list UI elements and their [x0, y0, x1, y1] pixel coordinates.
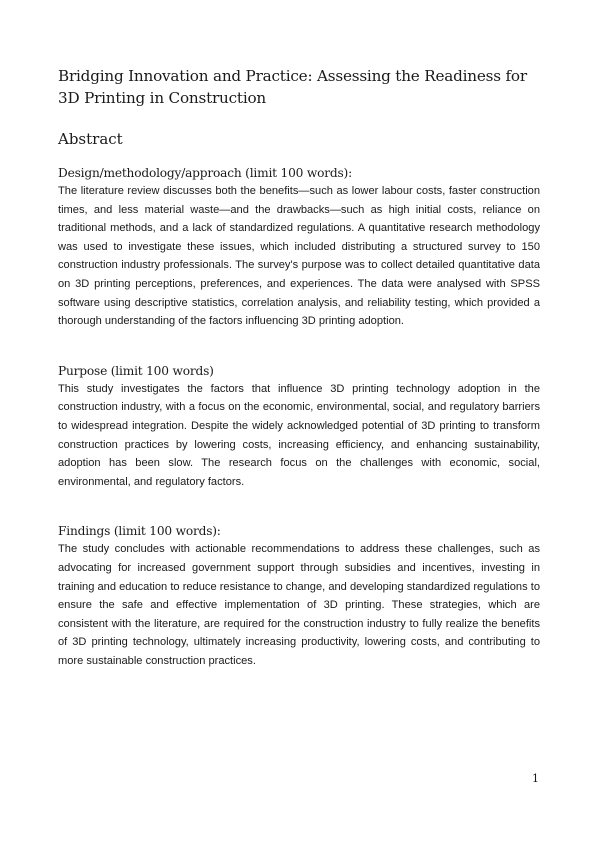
section-purpose	[58, 362, 540, 492]
section-heading: Findings (limit 100 words):	[58, 524, 221, 539]
section-body: The literature review discusses both the benefits—such as lower labour costs, faster construction times, and less material waste—and the drawbacks—such as high initial costs, reliance on traditional methods, and a lack of standardized regulations. A quantitative research methodology was used to investigate these issues, which included distributing a structured survey to 150 construction industry professionals. The survey's purpose was to collect detailed quantitative data on 3D printing perceptions, preferences, and experiences. The data were analysed with SPSS software using descriptive statistics, correlation analysis, and reliability testing, which provided a thorough understanding of the factors influencing 3D printing adoption.	[58, 185, 540, 328]
section-design-methodology	[58, 164, 540, 331]
paper-title: Bridging Innovation and Practice: Assessing the Readiness for 3D Printing in Construction	[58, 67, 527, 107]
paper-page	[58, 66, 540, 670]
abstract-heading: Abstract	[58, 130, 123, 148]
section-heading: Purpose (limit 100 words)	[58, 363, 214, 378]
section-body: The study concludes with actionable recommendations to address these challenges, such as advocating for increased government support through subsidies and incentives, investing in training and education to reduce resistance to change, and developing standardized regulations to ensure the safe and effective implementation of 3D printing. These strategies, which are consistent with the literature, are required for the construction industry to fully realize the benefits of 3D printing technology, ultimately increasing productivity, lowering costs, and contributing to more sustainable construction practices.	[58, 543, 540, 667]
section-body: This study investigates the factors that influence 3D printing technology adoption in the construction industry, with a focus on the economic, environmental, social, and regulatory barriers to widespread integration. Despite the widely acknowledged potential of 3D printing to transform construction practices by lowering costs, increasing efficiency, and enhancing sustainability, adoption has been slow. The research focus on the challenges with economic, social, environmental, and regulatory factors.	[58, 382, 540, 488]
page-number: 1	[532, 772, 539, 785]
section-findings	[58, 522, 540, 670]
section-heading: Design/methodology/approach (limit 100 words):	[58, 166, 352, 180]
